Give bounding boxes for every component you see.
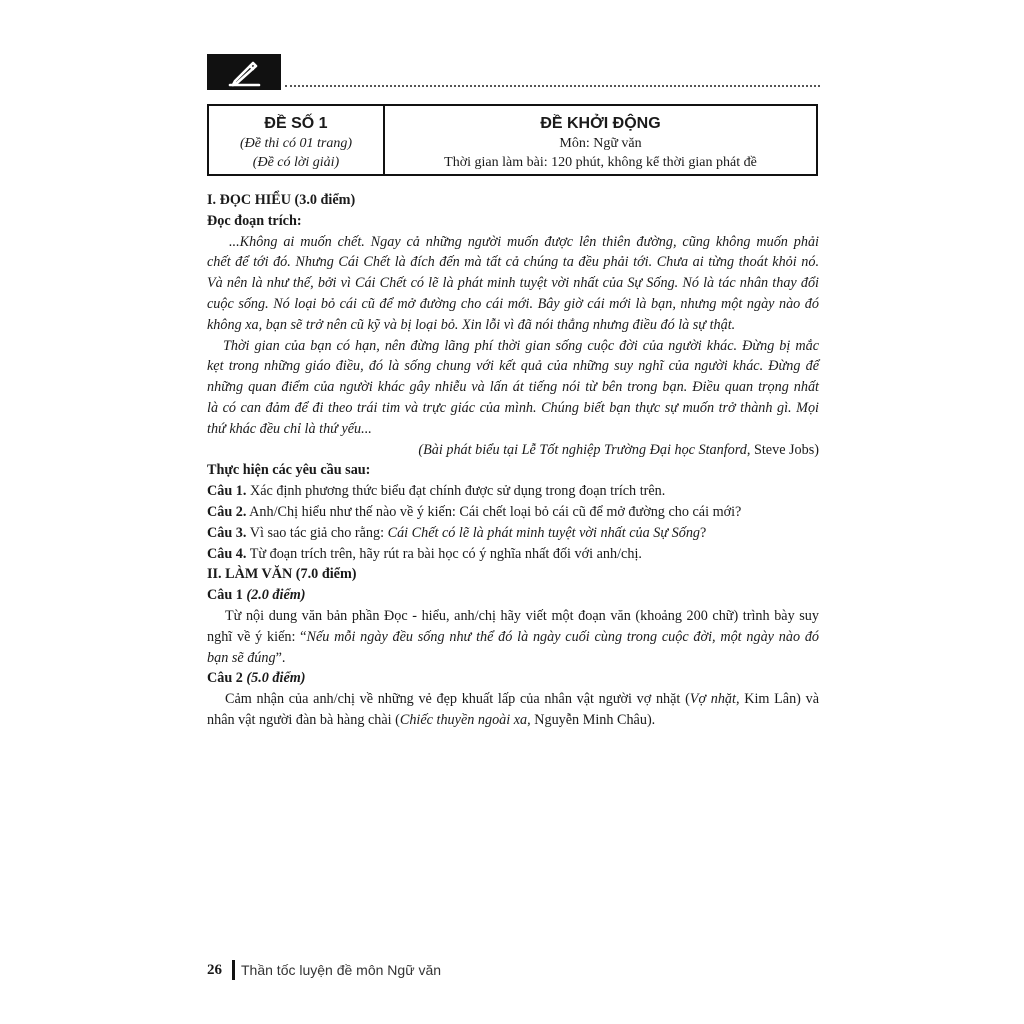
passage-line: là có can đảm để đi theo trái tim và trực giác của mình. Chúng biết bạn thực sự muốn trở thành gì. Mọi — [207, 399, 819, 416]
question-1 — [207, 481, 819, 502]
pages-note: (Đề thi có 01 trang) — [240, 136, 352, 151]
passage-line: Thời gian của bạn có hạn, nên đừng lãng phí thời gian sống cuộc đời của người khác. Đừng bị mắc — [223, 337, 819, 354]
quote-end: ”. — [275, 649, 286, 666]
prompt-text: , Nguyễn Minh Châu). — [527, 711, 656, 728]
exam-number: ĐỀ SỐ 1 — [264, 115, 328, 132]
question-points: (5.0 điểm) — [246, 670, 306, 687]
footer-divider — [232, 960, 235, 980]
writing-question-2-heading — [207, 668, 819, 689]
question-points: (2.0 điểm) — [246, 587, 306, 604]
passage-line: không xa, bạn sẽ trở nên cũ kỹ và bị loại bỏ. Xin lỗi vì đã nói thẳng nhưng điều đó là sự thật. — [207, 316, 736, 333]
exam-title-cell — [385, 106, 816, 174]
exam-info-cell — [209, 106, 385, 174]
question-text: Vì sao tác giả cho rằng: — [246, 524, 388, 541]
source-event: (Bài phát biểu tại Lễ Tốt nghiệp Trường Đại học Stanford — [418, 441, 747, 458]
passage-line: những quan điểm của người khác gây nhiễu và lấn át tiếng nói từ bên trong bạn. Điều quan trọng nhất — [207, 379, 819, 396]
writing-question-2-line — [207, 710, 819, 731]
passage-line: ...Không ai muốn chết. Ngay cả những người muốn được lên thiên đường, cũng không muốn phải — [229, 233, 819, 250]
writing-heading: II. LÀM VĂN (7.0 điểm) — [207, 566, 357, 583]
answer-note: (Đề có lời giải) — [252, 155, 340, 170]
question-label: Câu 4. — [207, 545, 247, 562]
passage-line: thứ khác đều chỉ là thứ yếu... — [207, 420, 372, 437]
prompt-text: nhân vật người đàn bà hàng chài ( — [207, 711, 400, 728]
question-text: Anh/Chị hiểu như thế nào về ý kiến: Cái chết loại bỏ cái cũ để mở đường cho cái mới? — [246, 503, 742, 520]
passage-line: kẹt trong những giáo điều, đó là sống chung với kết quả của những suy nghĩ của người khác. Đừng để — [207, 358, 819, 375]
dotted-rule — [285, 85, 820, 87]
exam-header-table — [207, 104, 818, 176]
writing-question-1-heading — [207, 585, 819, 606]
writing-question-2-line — [207, 689, 819, 710]
page-number: 26 — [207, 961, 222, 978]
quote-text: bạn sẽ đúng — [207, 649, 276, 666]
question-label: Câu 2. — [207, 503, 247, 520]
exam-body — [207, 190, 819, 731]
passage-line: Và nên là như thế, bởi vì Cái Chết có lẽ là phát minh tuyệt vời nhất của Sự Sống. Nó là tác nhân thay đổi — [207, 275, 819, 292]
book-title: Thần tốc luyện đề môn Ngữ văn — [241, 962, 442, 978]
source-author: , Steve Jobs) — [746, 441, 819, 458]
question-label: Câu 1. — [207, 483, 247, 500]
question-2 — [207, 502, 819, 523]
passage-line: cuộc sống. Nó loại bỏ cái cũ để mở đường cho cái mới. Bây giờ cái mới là bạn, nhưng một ngày nào đó — [207, 295, 819, 312]
passage-source — [207, 440, 819, 461]
question-4 — [207, 544, 819, 565]
exam-title: ĐỀ KHỞI ĐỘNG — [540, 115, 661, 132]
question-text: Xác định phương thức biểu đạt chính được sử dụng trong đoạn trích trên. — [246, 483, 666, 500]
reading-heading: I. ĐỌC HIỂU (3.0 điểm) — [207, 192, 356, 208]
question-3 — [207, 523, 819, 544]
writing-question-1-line — [207, 648, 819, 669]
prompt-text: Cảm nhận của anh/chị về những vẻ đẹp khuất lấp của nhân vật người vợ nhặt ( — [225, 691, 690, 708]
writing-question-1-line: Từ nội dung văn bản phần Đọc - hiểu, anh/chị hãy viết một đoạn văn (khoảng 200 chữ) trình bày suy — [225, 607, 819, 624]
tasks-heading: Thực hiện các yêu cầu sau: — [207, 462, 371, 479]
question-quote: Cái Chết có lẽ là phát minh tuyệt vời nhất của Sự Sống — [387, 524, 701, 541]
question-label: Câu 3. — [207, 524, 247, 541]
quote-text: Nếu mỗi ngày đều sống như thể đó là ngày cuối cùng trong cuộc đời, một ngày nào đó — [306, 628, 820, 645]
work-title: Chiếc thuyền ngoài xa — [399, 711, 528, 728]
passage-line: chết để tới đó. Nhưng Cái Chết là đích đến mà tất cả chúng ta đều phải tới. Chưa ai từng thoát khỏi nó. — [207, 254, 819, 271]
quote-intro: nghĩ về ý kiến: “ — [207, 628, 307, 645]
prompt-text: , Kim Lân) và — [735, 691, 819, 708]
question-label: Câu 2 — [207, 670, 247, 687]
pencil-icon — [207, 54, 281, 90]
exam-subject: Môn: Ngữ văn — [559, 136, 642, 151]
reading-intro: Đọc đoạn trích: — [207, 212, 302, 229]
exam-time: Thời gian làm bài: 120 phút, không kể thời gian phát đề — [444, 155, 757, 170]
work-title: Vợ nhặt — [689, 691, 736, 708]
writing-question-1-line — [207, 627, 819, 648]
question-text: Từ đoạn trích trên, hãy rút ra bài học có ý nghĩa nhất đối với anh/chị. — [246, 545, 642, 562]
page-footer — [207, 960, 441, 980]
question-end: ? — [700, 524, 707, 541]
question-label: Câu 1 — [207, 587, 247, 604]
